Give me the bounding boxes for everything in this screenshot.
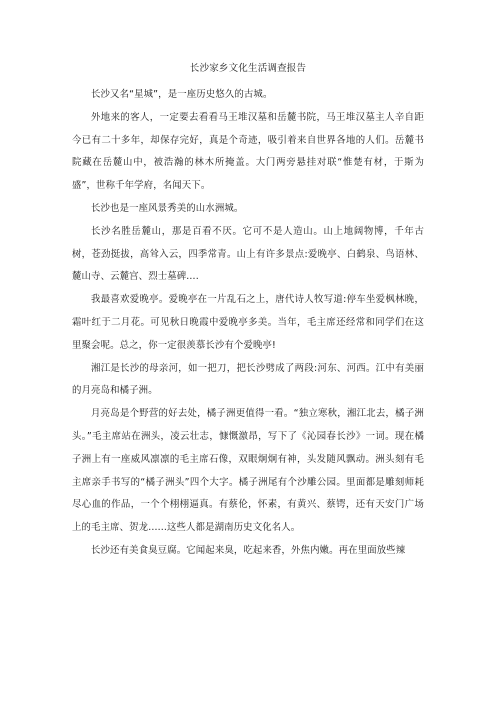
paragraph-intro: 长沙又名“星城”，是一座历史悠久的古城。 [91, 89, 273, 100]
paragraph-yuelu-mountain: 长沙名胜岳麓山，那是百看不厌。它可不是人造山。山上地阔物博，千年古树，苍劲挺拔，高耸入云，四季常青。山上有许多景点:爱晚亭、白鹤泉、鸟语林、麓山寺、云麓宫、烈士墓碑.... [72, 225, 424, 283]
paragraph-orange-isle: 月亮岛是个野营的好去处，橘子洲更值得一看。“独立寒秋，湘江北去，橘子洲头。”毛主席站在洲头，凌云壮志，慷慨激昂，写下了《沁园春长沙》一词。现在橘子洲上有一座威风凛凛的毛主席石像，双眼炯炯有神，头发随风飘动。洲头刻有毛主席亲手书写的“橘子洲头”四个大字。橘子洲尾有个沙雕公园。里面都是雕刻师耗尽心血的作品，一个个栩栩逼真。有蔡伦，怀素，有黄兴、蔡锷，还有天安门广场上的毛主席、贺龙......这些人都是湖南历史文化名人。 [72, 408, 424, 534]
paragraph-aiwan-pavilion: 我最喜欢爱晚亭。爱晚亭在一片乱石之上，唐代诗人牧写道:停车坐爱枫林晚，霜叶红于二月花。可见秋日晚霞中爱晚亭多美。当年，毛主席还经常和同学们在这里聚会呢。总之，你一定很羡慕长沙有个爱晚亭! [72, 294, 424, 351]
document-title: 长沙家乡文化生活调查报告 [189, 63, 307, 74]
paragraph-mawangdui-yuelu: 外地来的客人，一定要去看看马王堆汉墓和岳麓书院，马王堆汉墓主人辛自距今已有二十多年，却保存完好，真是个奇迹，吸引着来自世界各地的人们。岳麓书院藏在岳麓山中，被浩瀚的林木所掩盖。大门两旁悬挂对联“惟楚有材，于斯为盛”，世称千年学府，名闻天下。 [72, 111, 424, 192]
paragraph-xiang-river: 湘江是长沙的母亲河，如一把刀，把长沙劈成了两段:河东、河西。江中有美丽的月亮岛和橘子洲。 [72, 362, 424, 397]
paragraph-scenic-city: 长沙也是一座风景秀美的山水洲城。 [91, 202, 244, 214]
paragraph-stinky-tofu: 长沙还有美食臭豆腐。它闻起来臭，吃起来香，外焦内嫩。再在里面放些辣 [91, 544, 406, 556]
